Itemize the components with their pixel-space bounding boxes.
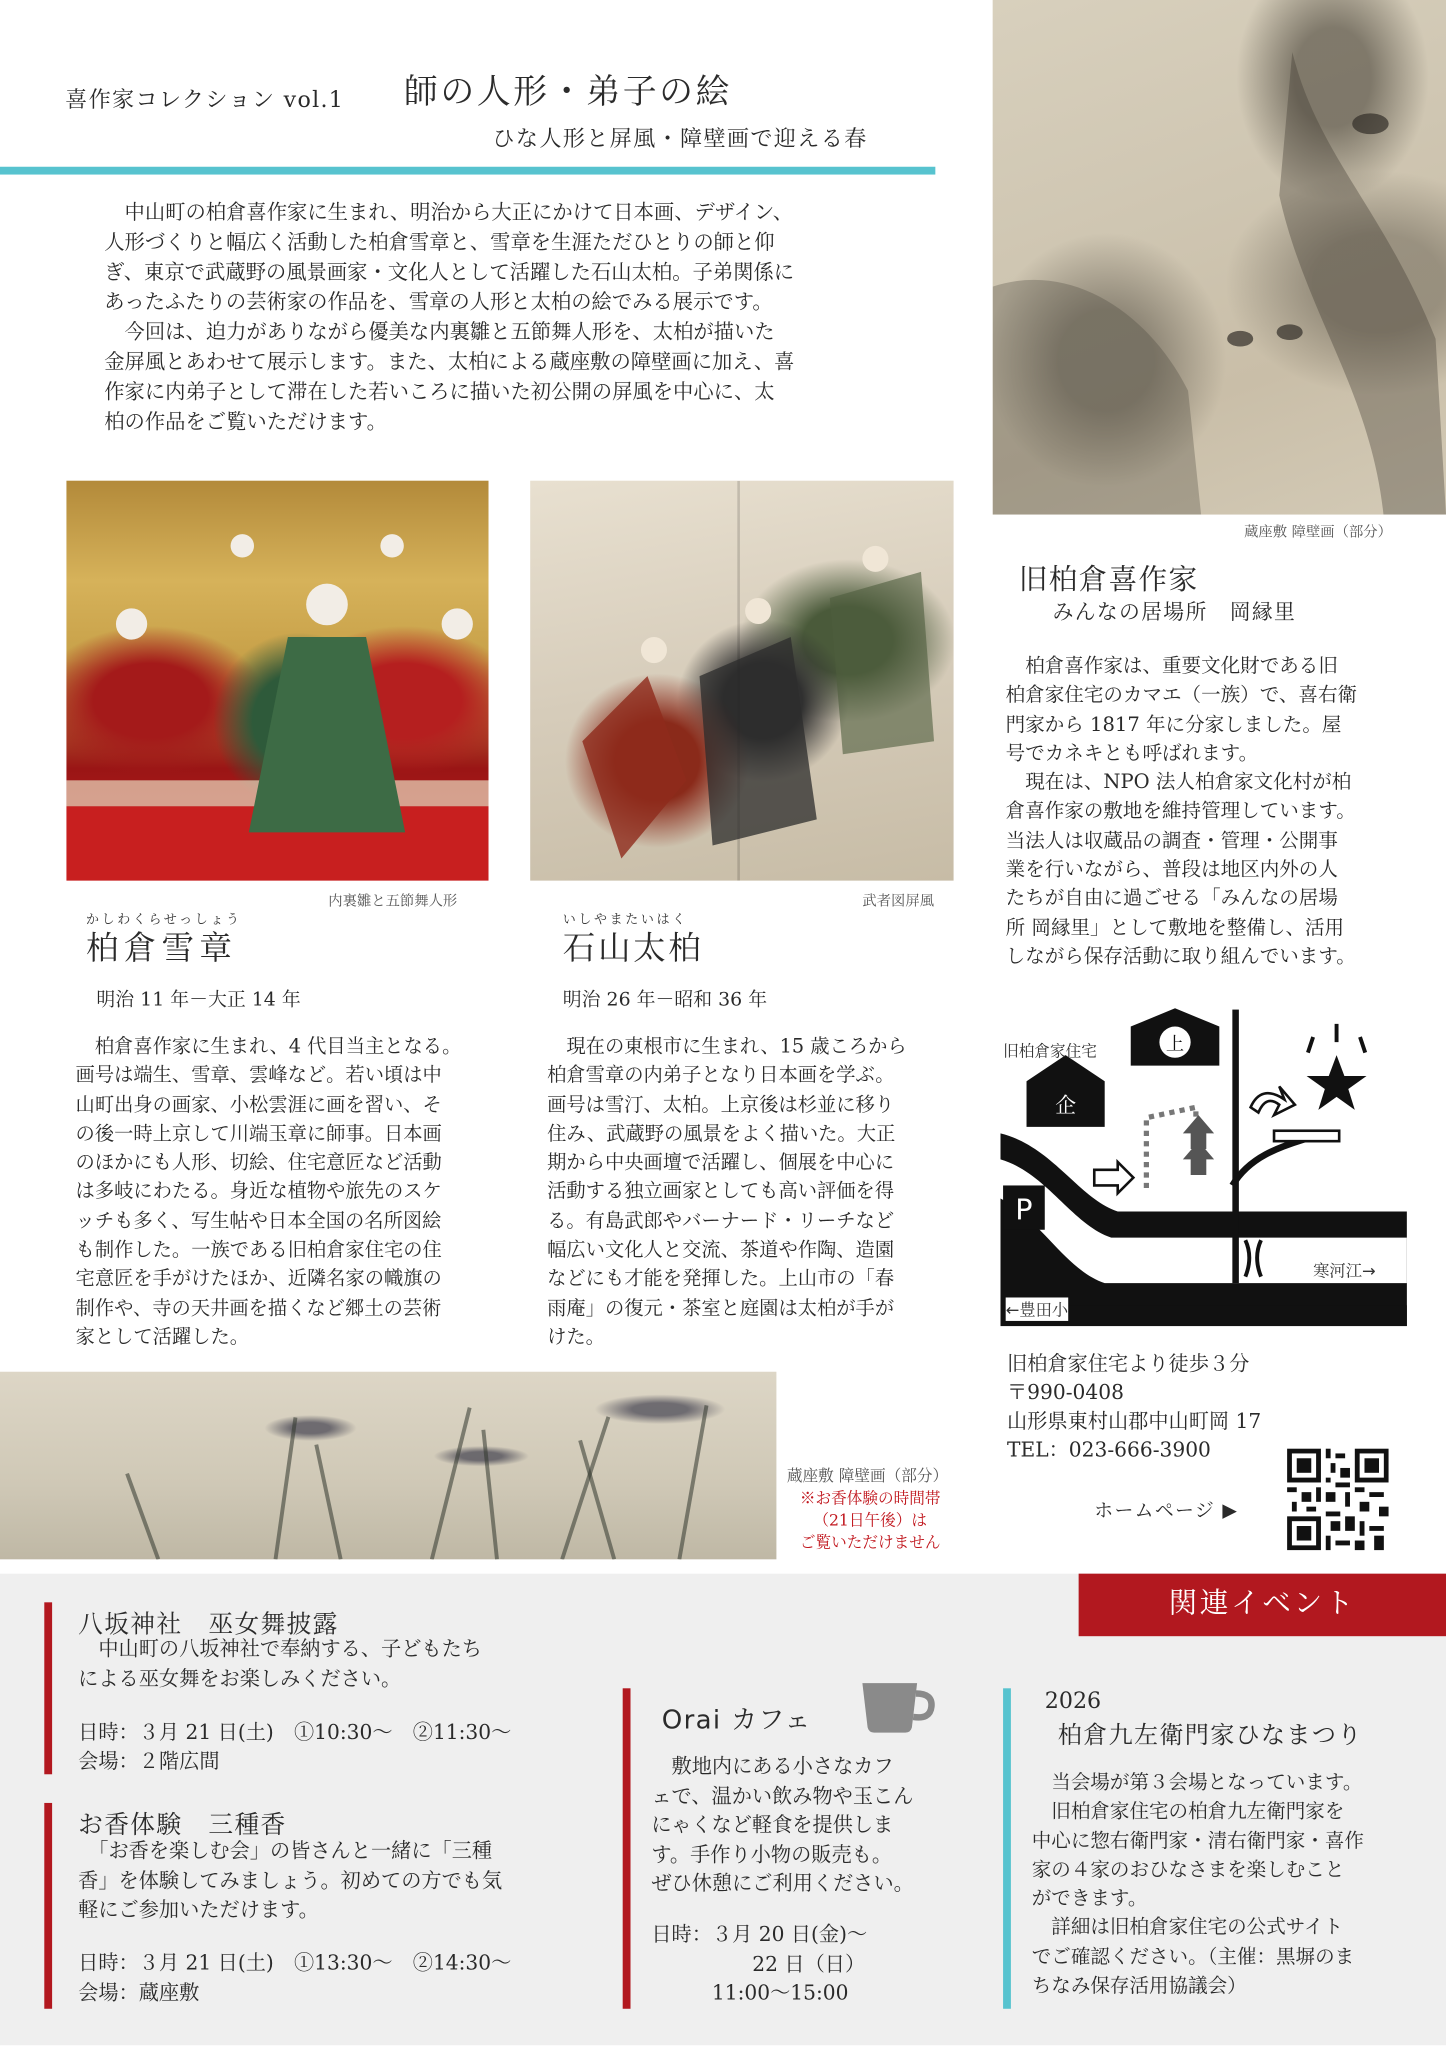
event1-venue: 会場：２階広間 xyxy=(78,1749,220,1773)
access-map xyxy=(1000,1003,1406,1326)
event3-text: 敷地内にある小さなカフ ェで、温かい飲み物や玉こん にゃくなど軽食を提供しま す。手作り小物の販売も。 ぜひ休憩にご利用ください。 xyxy=(651,1754,914,1896)
warrior-screen-sketch xyxy=(530,481,953,881)
artist2-ruby: いしやまたいはく xyxy=(562,913,688,928)
dolls-caption: 内裏雛と五節舞人形 xyxy=(328,892,458,910)
access-address: 山形県東村山郡中山町岡 17 xyxy=(1006,1409,1262,1433)
screen-caption: 武者図屏風 xyxy=(862,892,935,910)
event2-venue: 会場：蔵座敷 xyxy=(78,1981,200,2005)
place-text: 柏倉喜作家は、重要文化財である旧 柏倉家住宅のカマエ（一族）で、喜右衛 門家から 1817 年に分家しました。屋 号でカネキとも呼ばれます。 現在は、NPO 法人柏倉家文化村が柏 倉喜作家の敷地を維持管理しています。 当法人は収蔵品の調査・管理・公開事 業を行いながら、普段は地区内外の人 たちが自由に過ごせる「みんなの居場 所 岡縁里」として敷地を整備し、活用 しながら保存活動に取り組んでいます。 xyxy=(1005,653,1358,968)
event4-text: 当会場が第３会場となっています。 旧柏倉家住宅の柏倉九左衛門家を 中心に惣右衛門家・清右衛門家・喜作 家の４家のおひなさまを楽しむこと ができます。 詳細は旧柏倉家住宅の公式サイト でご確認ください。（主催：黒塀のま ちなみ保存活用協議会） xyxy=(1031,1770,1364,1998)
hina-dolls-sketch xyxy=(66,481,488,881)
sliding-door-painting-top xyxy=(993,0,1446,515)
artist2-name: 石山太柏 xyxy=(562,928,704,967)
event2-title: お香体験 三種香 xyxy=(78,1810,287,1840)
access-info xyxy=(1007,1350,1261,1465)
event4-title: 柏倉九左衛門家ひなまつり xyxy=(1057,1722,1363,1750)
iris-note: ※お香体験の時間帯 （21日午後）は ご覧いただけません xyxy=(799,1488,941,1552)
related-events-tag: 関連イベント xyxy=(1079,1574,1446,1637)
access-zip: 〒990-0408 xyxy=(1006,1380,1124,1405)
event2-text: 「お香を楽しむ会」の皆さんと一緒に「三種 香」を体験してみましょう。初めての方でも気 軽にご参加いただけます。 xyxy=(78,1839,503,1922)
map-label-west: ←豊田小 xyxy=(1006,1297,1069,1320)
homepage-link[interactable]: ホームページ ▶ xyxy=(1094,1500,1239,1522)
event1-text: 中山町の八坂神社で奉納する、子どもたち による巫女舞をお楽しみください。 xyxy=(78,1637,483,1691)
event2-accent-bar xyxy=(44,1803,52,2009)
event1-accent-bar xyxy=(44,1602,52,1774)
top-painting-caption: 蔵座敷 障壁画（部分） xyxy=(1244,523,1392,541)
bird-painting-sketch xyxy=(993,0,1446,515)
access-walk: 旧柏倉家住宅より徒歩３分 xyxy=(1006,1352,1250,1376)
map-parking: P xyxy=(1015,1192,1033,1227)
iris-caption: 蔵座敷 障壁画（部分） xyxy=(786,1466,949,1486)
event4-accent-bar xyxy=(1003,1688,1011,2008)
artist2-years: 明治 26 年－昭和 36 年 xyxy=(562,990,768,1011)
place-subtitle: みんなの居場所 岡縁里 xyxy=(1052,599,1297,624)
map-label-house: 旧柏倉家住宅 xyxy=(1003,1042,1097,1061)
artist1-name: 柏倉雪章 xyxy=(85,928,238,967)
header-rule xyxy=(0,167,935,175)
hina-dolls-photo xyxy=(66,481,488,881)
place-title: 旧柏倉喜作家 xyxy=(1018,564,1199,597)
qr-code-graphic xyxy=(1287,1449,1389,1551)
event3-date: 日時：３月 20 日(金)～ 22 日（日） 11:00～15:00 xyxy=(651,1922,868,2005)
artist2-bio: 現在の東根市に生まれ、15 歳ころから 柏倉雪章の内弟子となり日本画を学ぶ。 画号は雪汀、太柏。上京後は杉並に移り 住み、武蔵野の風景をよく描いた。大正 期から中央画壇で活躍し、個展を中心に 活動する独立画家としても高い評価を得 る。有島武郎やバーナード・リーチなど 幅広い文化人と交流、茶道や作陶、造園 などにも才能を発揮した。上山市の「春 雨庵」の復元・茶室と庭園は太柏が手が けた。 xyxy=(547,1035,907,1349)
event4-year: 2026 xyxy=(1044,1688,1102,1715)
event1-date: 日時：３月 21 日(土) ①10:30～ ②11:30～ xyxy=(78,1720,512,1745)
svg-text:企: 企 xyxy=(1055,1093,1077,1118)
event3-title: Orai カフェ xyxy=(661,1703,812,1736)
page-title: 師の人形・弟子の絵 xyxy=(403,72,733,113)
warrior-screen-photo xyxy=(530,481,953,881)
artist1-ruby: かしわくらせっしょう xyxy=(85,913,242,928)
series-label: 喜作家コレクション vol.1 xyxy=(65,87,345,114)
iris-painting xyxy=(0,1372,776,1560)
svg-text:上: 上 xyxy=(1165,1033,1185,1055)
coffee-cup-icon xyxy=(860,1678,936,1741)
event1-title: 八坂神社 巫女舞披露 xyxy=(78,1610,339,1639)
page-subtitle: ひな人形と屏風・障壁画で迎える春 xyxy=(492,126,868,153)
event2-date: 日時：３月 21 日(土) ①13:30～ ②14:30～ xyxy=(78,1951,512,1975)
map-label-east: 寒河江→ xyxy=(1313,1258,1376,1281)
qr-code-icon[interactable] xyxy=(1287,1449,1389,1551)
artist1-bio: 柏倉喜作家に生まれ、4 代目当主となる。 画号は端生、雪章、雲峰など。若い頃は中 山町出身の画家、小松雲涯に画を習い、そ の後一時上京して川端玉章に師事。日本画 のほかにも人形、切絵、住宅意匠など活動 は多岐にわたる。身近な植物や旅先のスケ ッチも多く、写生帖や日本全国の名所図絵 も制作した。一族である旧柏倉家住宅の住 宅意匠を手がけたほか、近隣名家の幟旗の 制作や、寺の天井画を描くなど郷土の芸術 家として活躍した。 xyxy=(75,1035,462,1349)
access-tel: TEL：023-666-3900 xyxy=(1006,1438,1211,1462)
intro-text: 中山町の柏倉喜作家に生まれ、明治から大正にかけて日本画、デザイン、 人形づくりと幅広く活動した柏倉雪章と、雪章を生涯ただひとりの師と仰 ぎ、東京で武蔵野の風景画家・文化人として活躍した石山太柏。子弟関係に あったふたりの芸術家の作品を、雪章の人形と太柏の絵でみる展示です。 今回は、迫力がありながら優美な内裏雛と五節舞人形を、太柏が描いた 金屏風とあわせて展示します。また、太柏による蔵座敷の障壁画に加え、喜 作家に内弟子として滞在した若いころに描いた初公開の屏風を中心に、太 柏の作品をご覧いただけます。 xyxy=(104,200,795,434)
event3-accent-bar xyxy=(623,1688,631,2008)
artist1-years: 明治 11 年－大正 14 年 xyxy=(96,990,301,1011)
